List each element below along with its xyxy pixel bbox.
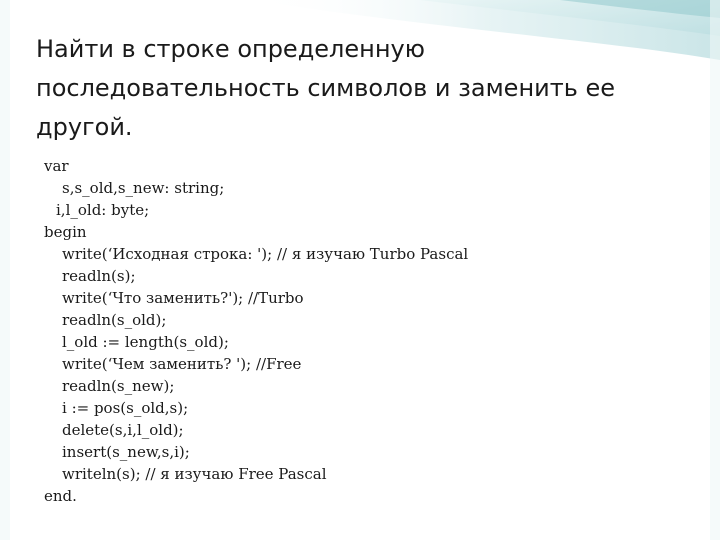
code-line-stmt-6: write(‘Чем заменить? '); //Free (62, 355, 302, 373)
code-line-decl-2: i,l_old: byte; (56, 201, 150, 219)
code-line-stmt-2: readln(s); (62, 267, 136, 285)
code-line-end: end. (44, 487, 77, 505)
code-line-stmt-4: readln(s_old); (62, 311, 167, 329)
title-line-3: другой. (36, 113, 133, 141)
title-line-2: последовательность символов и заменить ее (36, 74, 616, 102)
code-line-stmt-11: writeln(s); // я изучаю Free Pascal (62, 465, 327, 483)
code-line-var: var (44, 157, 69, 175)
code-line-stmt-3: write(‘Что заменить?'); //Turbo (62, 289, 304, 307)
code-line-stmt-1: write(‘Исходная строка: '); // я изучаю Turbo Pascal (62, 245, 469, 263)
slide-title (36, 30, 696, 147)
code-line-begin: begin (44, 223, 87, 241)
title-line-1: Найти в строке определенную (36, 35, 425, 63)
code-line-stmt-7: readln(s_new); (62, 377, 175, 395)
code-line-decl-1: s,s_old,s_new: string; (62, 179, 225, 197)
code-line-stmt-8: i := pos(s_old,s); (62, 399, 189, 417)
code-line-stmt-5: l_old := length(s_old); (62, 333, 229, 351)
code-line-stmt-9: delete(s,i,l_old); (62, 421, 184, 439)
code-line-stmt-10: insert(s_new,s,i); (62, 443, 190, 461)
